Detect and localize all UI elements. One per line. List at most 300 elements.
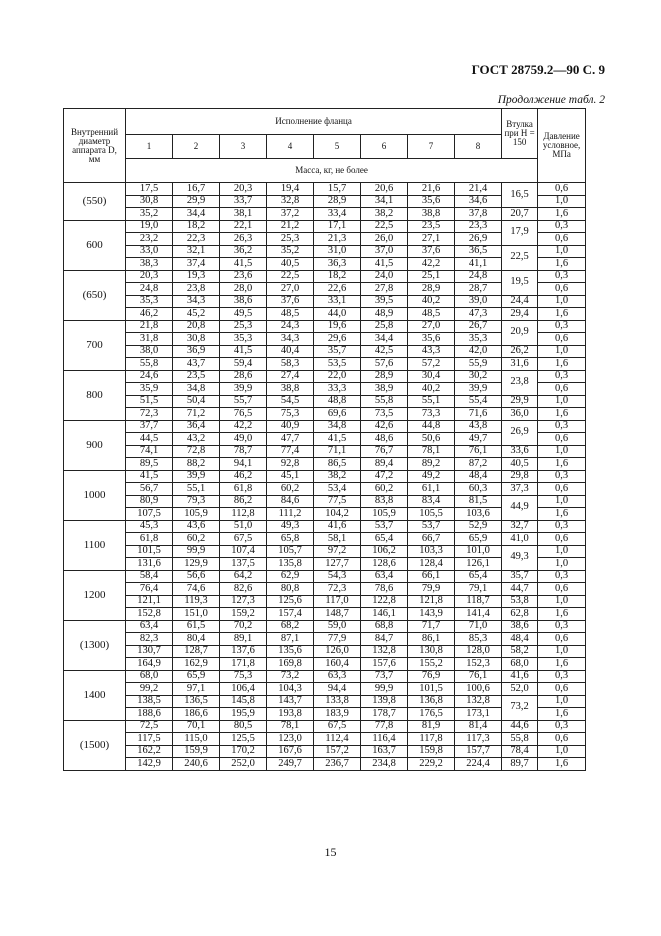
mass-cell: 63,3 <box>314 670 361 683</box>
bushing-cell: 41,6 <box>502 670 538 683</box>
mass-cell: 105,9 <box>361 508 408 521</box>
mass-cell: 183,9 <box>314 708 361 721</box>
mass-cell: 38,2 <box>314 470 361 483</box>
mass-cell: 76,4 <box>126 583 173 596</box>
inner-diameter-cell: 1000 <box>64 470 126 520</box>
mass-cell: 132,8 <box>455 695 502 708</box>
bushing-cell: 20,7 <box>502 208 538 221</box>
mass-cell: 48,4 <box>455 470 502 483</box>
mass-cell: 45,3 <box>126 520 173 533</box>
mass-cell: 47,7 <box>267 433 314 446</box>
mass-cell: 33,3 <box>314 383 361 396</box>
mass-cell: 39,9 <box>173 470 220 483</box>
mass-cell: 118,7 <box>455 595 502 608</box>
mass-cell: 48,5 <box>408 308 455 321</box>
mass-cell: 33,0 <box>126 245 173 258</box>
mass-cell: 43,7 <box>173 358 220 371</box>
header-flange-1: 1 <box>126 135 173 159</box>
mass-cell: 53,4 <box>314 483 361 496</box>
mass-cell: 47,3 <box>455 308 502 321</box>
mass-cell: 159,9 <box>173 745 220 758</box>
mass-cell: 53,7 <box>408 520 455 533</box>
mass-cell: 55,1 <box>408 395 455 408</box>
pressure-cell: 0,6 <box>538 233 586 246</box>
mass-cell: 27,0 <box>408 320 455 333</box>
mass-cell: 61,8 <box>126 533 173 546</box>
mass-cell: 128,4 <box>408 558 455 571</box>
mass-cell: 65,8 <box>267 533 314 546</box>
table-row <box>64 420 586 433</box>
bushing-cell: 16,5 <box>502 183 538 208</box>
mass-cell: 43,6 <box>173 520 220 533</box>
mass-cell: 72,3 <box>314 583 361 596</box>
mass-cell: 128,0 <box>455 645 502 658</box>
pressure-cell: 0,3 <box>538 620 586 633</box>
mass-cell: 76,1 <box>455 445 502 458</box>
table-row <box>64 533 586 546</box>
pressure-cell: 0,6 <box>538 533 586 546</box>
mass-cell: 139,8 <box>361 695 408 708</box>
mass-cell: 159,2 <box>220 608 267 621</box>
mass-cell: 68,8 <box>361 620 408 633</box>
mass-cell: 151,0 <box>173 608 220 621</box>
mass-cell: 143,9 <box>408 608 455 621</box>
mass-cell: 35,2 <box>126 208 173 221</box>
bushing-cell: 26,2 <box>502 345 538 358</box>
pressure-cell: 0,6 <box>538 583 586 596</box>
bushing-cell: 53,8 <box>502 595 538 608</box>
mass-cell: 21,3 <box>314 233 361 246</box>
mass-cell: 111,2 <box>267 508 314 521</box>
mass-cell: 37,6 <box>408 245 455 258</box>
mass-cell: 19,3 <box>173 270 220 283</box>
mass-cell: 132,8 <box>361 645 408 658</box>
mass-cell: 131,6 <box>126 558 173 571</box>
mass-cell: 105,7 <box>267 545 314 558</box>
mass-cell: 35,7 <box>314 345 361 358</box>
bushing-cell: 58,2 <box>502 645 538 658</box>
mass-cell: 107,5 <box>126 508 173 521</box>
mass-cell: 136,8 <box>408 695 455 708</box>
mass-cell: 77,5 <box>314 495 361 508</box>
inner-diameter-cell: 800 <box>64 370 126 420</box>
header-flange-8: 8 <box>455 135 502 159</box>
mass-cell: 167,6 <box>267 745 314 758</box>
mass-cell: 169,8 <box>267 658 314 671</box>
mass-cell: 81,9 <box>408 720 455 733</box>
table-row <box>64 570 586 583</box>
mass-cell: 78,6 <box>361 583 408 596</box>
mass-cell: 160,4 <box>314 658 361 671</box>
mass-cell: 128,7 <box>173 645 220 658</box>
bushing-cell: 89,7 <box>502 758 538 771</box>
mass-cell: 65,9 <box>173 670 220 683</box>
mass-cell: 152,8 <box>126 608 173 621</box>
mass-cell: 84,7 <box>361 633 408 646</box>
mass-cell: 64,2 <box>220 570 267 583</box>
mass-cell: 42,6 <box>361 420 408 433</box>
table-row <box>64 458 586 471</box>
mass-cell: 55,8 <box>361 395 408 408</box>
mass-cell: 41,5 <box>314 433 361 446</box>
mass-cell: 127,3 <box>220 595 267 608</box>
mass-cell: 234,8 <box>361 758 408 771</box>
mass-cell: 29,9 <box>173 195 220 208</box>
mass-cell: 128,6 <box>361 558 408 571</box>
mass-cell: 119,3 <box>173 595 220 608</box>
mass-cell: 103,6 <box>455 508 502 521</box>
mass-cell: 82,6 <box>220 583 267 596</box>
mass-cell: 17,1 <box>314 220 361 233</box>
mass-cell: 176,5 <box>408 708 455 721</box>
mass-cell: 143,7 <box>267 695 314 708</box>
table-row <box>64 695 586 708</box>
mass-cell: 188,6 <box>126 708 173 721</box>
mass-cell: 80,4 <box>173 633 220 646</box>
mass-cell: 26,9 <box>455 233 502 246</box>
mass-cell: 25,8 <box>361 320 408 333</box>
mass-cell: 71,1 <box>314 445 361 458</box>
mass-cell: 106,2 <box>361 545 408 558</box>
table-row <box>64 220 586 233</box>
mass-cell: 157,2 <box>314 745 361 758</box>
mass-cell: 94,4 <box>314 683 361 696</box>
mass-cell: 79,9 <box>408 583 455 596</box>
mass-cell: 252,0 <box>220 758 267 771</box>
mass-cell: 61,8 <box>220 483 267 496</box>
table-row <box>64 445 586 458</box>
table-row <box>64 633 586 646</box>
mass-cell: 25,1 <box>408 270 455 283</box>
mass-cell: 146,1 <box>361 608 408 621</box>
mass-cell: 85,3 <box>455 633 502 646</box>
mass-cell: 89,5 <box>126 458 173 471</box>
inner-diameter-cell: 600 <box>64 220 126 270</box>
header-mass: Масса, кг, не более <box>126 159 538 183</box>
mass-cell: 36,5 <box>455 245 502 258</box>
mass-cell: 27,4 <box>267 370 314 383</box>
pressure-cell: 0,3 <box>538 670 586 683</box>
mass-cell: 135,8 <box>267 558 314 571</box>
mass-cell: 69,6 <box>314 408 361 421</box>
pressure-cell: 1,0 <box>538 558 586 571</box>
mass-cell: 135,6 <box>267 645 314 658</box>
table-row <box>64 520 586 533</box>
mass-cell: 45,2 <box>173 308 220 321</box>
mass-cell: 22,6 <box>314 283 361 296</box>
mass-cell: 28,7 <box>455 283 502 296</box>
bushing-cell: 32,7 <box>502 520 538 533</box>
mass-cell: 62,9 <box>267 570 314 583</box>
mass-cell: 78,1 <box>408 445 455 458</box>
mass-cell: 79,1 <box>455 583 502 596</box>
inner-diameter-cell: (650) <box>64 270 126 320</box>
mass-cell: 157,7 <box>455 745 502 758</box>
bushing-cell: 24,4 <box>502 295 538 308</box>
mass-cell: 105,9 <box>173 508 220 521</box>
bushing-cell: 35,7 <box>502 570 538 583</box>
mass-cell: 36,9 <box>173 345 220 358</box>
mass-cell: 31,8 <box>126 333 173 346</box>
mass-cell: 60,2 <box>267 483 314 496</box>
document-reference: ГОСТ 28759.2—90 С. 9 <box>471 62 605 77</box>
table-row <box>64 395 586 408</box>
mass-cell: 21,6 <box>408 183 455 196</box>
mass-cell: 78,1 <box>267 720 314 733</box>
mass-cell: 44,5 <box>126 433 173 446</box>
mass-cell: 195,9 <box>220 708 267 721</box>
bushing-cell: 62,8 <box>502 608 538 621</box>
mass-cell: 37,2 <box>267 208 314 221</box>
mass-cell: 130,8 <box>408 645 455 658</box>
table-row <box>64 720 586 733</box>
mass-cell: 61,1 <box>408 483 455 496</box>
table-row <box>64 595 586 608</box>
mass-cell: 72,5 <box>126 720 173 733</box>
mass-cell: 72,3 <box>126 408 173 421</box>
bushing-cell: 33,6 <box>502 445 538 458</box>
mass-cell: 71,6 <box>455 408 502 421</box>
mass-cell: 24,0 <box>361 270 408 283</box>
mass-cell: 125,6 <box>267 595 314 608</box>
mass-cell: 89,4 <box>361 458 408 471</box>
mass-cell: 51,5 <box>126 395 173 408</box>
table-row <box>64 370 586 383</box>
table-row <box>64 495 586 508</box>
mass-cell: 73,3 <box>408 408 455 421</box>
header-flange-3: 3 <box>220 135 267 159</box>
pressure-cell: 0,3 <box>538 420 586 433</box>
pressure-cell: 1,0 <box>538 495 586 508</box>
bushing-cell: 19,5 <box>502 270 538 295</box>
mass-cell: 116,4 <box>361 733 408 746</box>
mass-cell: 155,2 <box>408 658 455 671</box>
mass-cell: 240,6 <box>173 758 220 771</box>
mass-cell: 28,9 <box>361 370 408 383</box>
mass-cell: 55,9 <box>455 358 502 371</box>
mass-cell: 21,8 <box>126 320 173 333</box>
mass-cell: 50,6 <box>408 433 455 446</box>
mass-cell: 49,7 <box>455 433 502 446</box>
bushing-cell: 38,6 <box>502 620 538 633</box>
mass-cell: 28,0 <box>220 283 267 296</box>
pressure-cell: 1,0 <box>538 295 586 308</box>
mass-cell: 84,6 <box>267 495 314 508</box>
mass-cell: 38,6 <box>220 295 267 308</box>
mass-cell: 229,2 <box>408 758 455 771</box>
mass-cell: 49,2 <box>408 470 455 483</box>
table-row <box>64 308 586 321</box>
mass-cell: 59,0 <box>314 620 361 633</box>
bushing-cell: 41,0 <box>502 533 538 546</box>
mass-cell: 28,9 <box>314 195 361 208</box>
bushing-cell: 44,6 <box>502 720 538 733</box>
mass-cell: 35,9 <box>126 383 173 396</box>
table-row <box>64 545 586 558</box>
mass-cell: 48,6 <box>361 433 408 446</box>
pressure-cell: 0,6 <box>538 433 586 446</box>
mass-cell: 101,5 <box>408 683 455 696</box>
mass-cell: 41,1 <box>455 258 502 271</box>
mass-cell: 162,9 <box>173 658 220 671</box>
pressure-cell: 1,0 <box>538 195 586 208</box>
mass-cell: 104,2 <box>314 508 361 521</box>
mass-cell: 193,8 <box>267 708 314 721</box>
table-row <box>64 583 586 596</box>
bushing-cell: 78,4 <box>502 745 538 758</box>
bushing-cell: 48,4 <box>502 633 538 646</box>
mass-cell: 24,8 <box>126 283 173 296</box>
mass-cell: 92,8 <box>267 458 314 471</box>
mass-cell: 100,6 <box>455 683 502 696</box>
mass-cell: 57,6 <box>361 358 408 371</box>
mass-cell: 133,8 <box>314 695 361 708</box>
mass-cell: 70,2 <box>220 620 267 633</box>
mass-cell: 38,1 <box>220 208 267 221</box>
inner-diameter-cell: (550) <box>64 183 126 221</box>
mass-cell: 163,7 <box>361 745 408 758</box>
header-flange-7: 7 <box>408 135 455 159</box>
mass-cell: 129,9 <box>173 558 220 571</box>
mass-cell: 94,1 <box>220 458 267 471</box>
mass-cell: 71,2 <box>173 408 220 421</box>
mass-cell: 186,6 <box>173 708 220 721</box>
bushing-cell: 73,2 <box>502 695 538 720</box>
mass-cell: 123,0 <box>267 733 314 746</box>
pressure-cell: 1,6 <box>538 608 586 621</box>
mass-cell: 47,2 <box>361 470 408 483</box>
mass-cell: 36,4 <box>173 420 220 433</box>
mass-cell: 77,9 <box>314 633 361 646</box>
bushing-cell: 44,9 <box>502 495 538 520</box>
mass-cell: 26,7 <box>455 320 502 333</box>
mass-cell: 66,1 <box>408 570 455 583</box>
mass-cell: 21,2 <box>267 220 314 233</box>
mass-cell: 34,8 <box>314 420 361 433</box>
bushing-cell: 49,3 <box>502 545 538 570</box>
mass-cell: 18,2 <box>173 220 220 233</box>
mass-cell: 38,8 <box>267 383 314 396</box>
mass-cell: 37,8 <box>455 208 502 221</box>
mass-cell: 40,5 <box>267 258 314 271</box>
bushing-cell: 23,8 <box>502 370 538 395</box>
mass-cell: 23,6 <box>220 270 267 283</box>
mass-cell: 152,3 <box>455 658 502 671</box>
table-row <box>64 683 586 696</box>
mass-cell: 71,7 <box>408 620 455 633</box>
mass-cell: 27,0 <box>267 283 314 296</box>
mass-cell: 117,0 <box>314 595 361 608</box>
mass-cell: 54,5 <box>267 395 314 408</box>
mass-cell: 157,4 <box>267 608 314 621</box>
header-flange-6: 6 <box>361 135 408 159</box>
mass-cell: 20,6 <box>361 183 408 196</box>
table-row <box>64 470 586 483</box>
mass-cell: 18,2 <box>314 270 361 283</box>
header-flange-version: Исполнение фланца <box>126 109 502 135</box>
mass-cell: 39,0 <box>455 295 502 308</box>
mass-cell: 148,7 <box>314 608 361 621</box>
mass-cell: 103,3 <box>408 545 455 558</box>
mass-cell: 162,2 <box>126 745 173 758</box>
mass-cell: 80,5 <box>220 720 267 733</box>
mass-cell: 81,4 <box>455 720 502 733</box>
pressure-cell: 0,3 <box>538 570 586 583</box>
mass-cell: 21,4 <box>455 183 502 196</box>
table-row <box>64 645 586 658</box>
pressure-cell: 1,6 <box>538 408 586 421</box>
mass-cell: 42,0 <box>455 345 502 358</box>
mass-cell: 20,3 <box>126 270 173 283</box>
bushing-cell: 22,5 <box>502 245 538 270</box>
mass-cell: 76,5 <box>220 408 267 421</box>
mass-cell: 55,4 <box>455 395 502 408</box>
mass-cell: 58,3 <box>267 358 314 371</box>
mass-cell: 68,2 <box>267 620 314 633</box>
mass-cell: 48,8 <box>314 395 361 408</box>
mass-cell: 25,3 <box>220 320 267 333</box>
mass-cell: 38,3 <box>126 258 173 271</box>
mass-cell: 48,9 <box>361 308 408 321</box>
mass-cell: 24,6 <box>126 370 173 383</box>
pressure-cell: 1,6 <box>538 708 586 721</box>
table-row <box>64 408 586 421</box>
mass-cell: 138,5 <box>126 695 173 708</box>
mass-cell: 164,9 <box>126 658 173 671</box>
mass-cell: 41,5 <box>220 345 267 358</box>
pressure-cell: 0,6 <box>538 183 586 196</box>
inner-diameter-cell: (1300) <box>64 620 126 670</box>
mass-cell: 20,8 <box>173 320 220 333</box>
mass-cell: 32,8 <box>267 195 314 208</box>
header-inner-diameter: Внутренний диаметр аппарата D, мм <box>64 109 126 183</box>
mass-cell: 23,5 <box>173 370 220 383</box>
mass-cell: 38,0 <box>126 345 173 358</box>
mass-cell: 57,2 <box>408 358 455 371</box>
mass-cell: 67,5 <box>314 720 361 733</box>
mass-cell: 170,2 <box>220 745 267 758</box>
mass-cell: 86,5 <box>314 458 361 471</box>
mass-cell: 40,4 <box>267 345 314 358</box>
inner-diameter-cell: 900 <box>64 420 126 470</box>
bushing-cell: 36,0 <box>502 408 538 421</box>
mass-cell: 87,2 <box>455 458 502 471</box>
page-number: 15 <box>324 845 337 859</box>
mass-cell: 49,3 <box>267 520 314 533</box>
table-row <box>64 270 586 283</box>
mass-cell: 19,0 <box>126 220 173 233</box>
pressure-cell: 1,0 <box>538 745 586 758</box>
mass-cell: 55,1 <box>173 483 220 496</box>
mass-cell: 22,3 <box>173 233 220 246</box>
mass-cell: 52,9 <box>455 520 502 533</box>
mass-cell: 101,5 <box>126 545 173 558</box>
mass-cell: 24,8 <box>455 270 502 283</box>
mass-cell: 99,9 <box>361 683 408 696</box>
header-flange-5: 5 <box>314 135 361 159</box>
mass-cell: 39,5 <box>361 295 408 308</box>
mass-cell: 54,3 <box>314 570 361 583</box>
mass-cell: 30,8 <box>126 195 173 208</box>
mass-cell: 99,9 <box>173 545 220 558</box>
bushing-cell: 52,0 <box>502 683 538 696</box>
mass-cell: 97,2 <box>314 545 361 558</box>
mass-cell: 55,7 <box>220 395 267 408</box>
mass-cell: 34,4 <box>361 333 408 346</box>
mass-cell: 34,6 <box>455 195 502 208</box>
mass-cell: 72,8 <box>173 445 220 458</box>
pressure-cell: 0,6 <box>538 483 586 496</box>
